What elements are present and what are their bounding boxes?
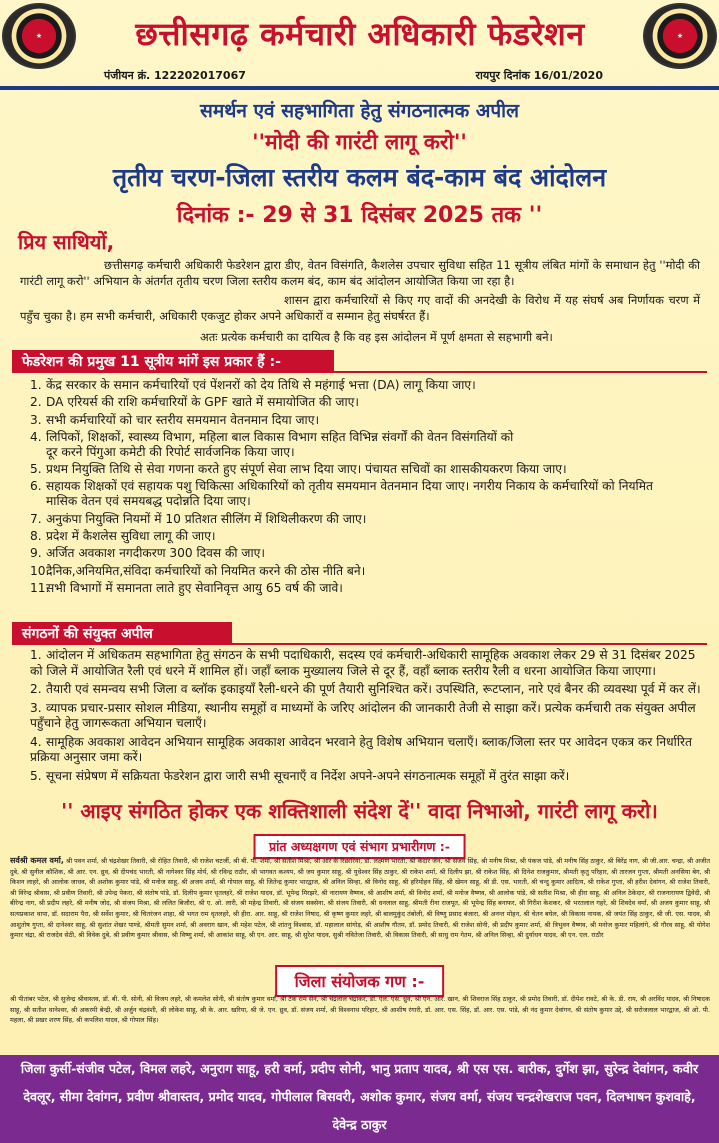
registration-date: रायपुर दिनांक 16/01/2020 [475, 69, 603, 82]
duty-paragraph: अतः प्रत्येक कर्मचारी का दायित्व है कि वह इस आंदोलन में पूर्ण क्षमता से सहभागी बने। [200, 330, 553, 344]
district-coordinators-heading: जिला संयोजक गण :- [275, 965, 445, 997]
slogan: ''मोदी की गारंटी लागू करो'' [252, 130, 467, 154]
appeal-heading: समर्थन एवं सहभागिता हेतु संगठनात्मक अपील [200, 100, 519, 122]
demands-list [30, 378, 705, 598]
federation-logo-right [643, 3, 717, 69]
federation-logo-left [2, 3, 76, 69]
list-item: 5. सूचना संप्रेषण में सक्रियता फेडरेशन द्वारा जारी सभी सूचनाएँ व निर्देश अपने-अपने संगठनात्मक समूहों में तुरंत साझा करें। [30, 768, 570, 783]
footer-names: जिला कुर्सी-संजीव पटेल, विमल लहरे, अनुराग साहू, हरी वर्मा, प्रदीप सोनी, भानु प्रताप यादव, श्री एस एस. बारीक, दुर्गेश झा, सुरेन्द्र देवांगन, कवीर देवलूर, सीमा देवांगन, प्रवीण श्रीवास्तव, प्रमोद यादव, गोपीलाल बिसवरी, अशोक कुमार, संजय वर्मा, संजय चन्द्रशेखराज पवन, दिलभाषन कुशवाहे, देवेन्द्र ठाकुर [20, 1061, 699, 1132]
list-item: 5. प्रथम नियुक्ति तिथि से सेवा गणना करते हुए संपूर्ण सेवा लाभ दिया जाए। पंचायत सचिवों का शासकीयकरण किया जाए। [30, 462, 567, 477]
list-item: 3. सभी कर्मचारियों को चार स्तरीय समयमान वेतनमान दिया जाए। [30, 412, 320, 427]
list-item: 4. लिपिकों, शिक्षकों, स्वास्थ्य विभाग, महिला बाल विकास विभाग सहित विभिन्न संवर्गों की वेतन विसंगतियों को दूर करने पिंगुआ कमेटी की रिपोर्ट सार्वजनिक किया जाए। [30, 429, 514, 459]
closing-slogan: '' आइए संगठित होकर एक शक्तिशाली संदेश दें'' वादा निभाओ, गारंटी लागू करो। [61, 799, 658, 823]
list-item: 8. प्रदेश में कैशलेस सुविधा लागू की जाए। [30, 529, 216, 544]
greeting: प्रिय साथियों, [18, 230, 115, 254]
federation-emblem-icon: ★ [676, 32, 684, 40]
office-bearers-names: श्री पवन शर्मा, श्री चंद्रशेखर तिवारी, श्री रोहित तिवारी, श्री राजेश चटर्जी, श्री बी. पी. शर्मा, श्री सतीश मिश्रा, श्री आर के रिछारिया, डॉ. लक्ष्मण भारती, श्री केदार जैन, श्री संजय सिंह, श्री मनीष मिश्रा, श्री पंकज पांडे, श्री मनीष सिंह ठाकुर, श्री बिरेंद्र नाग, श्री जी.आर. चन्द्रा, श्री अजीत दुबे, श्री सुनील कौशिक, श्री आर. एन. ध्रुव, श्री दीपचंद भारती, श्री नागेश्वर सिंह मोर्य, श्री रविन्द्र राठौर, श्री भागवत कश्यप, श्री जय कुमार साहू, श्री युधेश्वर सिंह ठाकुर, श्री राकेश शर्मा, श्री दिलीप झा, श्री राकेश सिंह, श्री दिनेश राजकुमार, श्रीमती कृतु परिहार, श्री तारजन गुप्ता, श्रीमती अनसिया बेग, श्री किशन लाहरे, श्री आलोक जाधव, श्री अशोक कुमार पांडे, श्री मनोज साहू, श्री अजय शर्मा, श्री गोपाल साहू, श्री जितेन्द्र कुमार भारद्वाज, श्री अनिल सिन्हा, श्री विनोद साहू, श्री हरिमोहन सिंह, श्री खेमन साहू, श्री डी. एस. भारती, श्री चन्दु कुमार आदित्य, श्री राकेश गुप्ता, श्री हरीश देवांगन, श्री राजेश तिवारी, श्री विरेन्द्र श्रीवास, श्री प्रवीण तिवारी, श्री उपेन्द्र पेकरा, श्री संतोष पांडे, डॉ. दिलीप कुमार धृतलहरे, श्री राजेश यादव, डॉ. भूपेन्द्र मिरझरे, श्री नारायण वैष्णव, श्री आशीष शर्मा, श्री विनोद शर्मा, श्री मनोज वैष्णव, श्री आलोक पांडे, श्री सतीश मिश्रा, श्री हीरा साहू, श्री अनिल ठेकेदार, श्री राजनारायण द्विवेदी, श्री बीरेन्द्र नाग, श्री प्रदीप लहरे, श्री मनीष जोद, श्री संजय मिश्रा, श्री ललित बिजौरा, श्री ए. ओ. लारी, श्री महेन्द्र तिवारी, श्री संजय सक्सेना, श्री संजय तिवारी, श्री धनलाल साहू, श्रीमती रीना राजपूत, श्री भूपेन्द्र सिंह बनाफर, श्री गिरीश केशकर, श्री भरतलाल गहरे, श्री शिवदेव वर्मा, श्री अजय कुमार साहू, श्री सत्यप्रकाश थापा, डॉ. सदाराम पैरा, श्री सर्वेश कुमार, श्री चितरंजन शाहा, श्री भगत राम धृतलहरे, श्री हीरा. आर. साहू, श्री राजेश निषाद, श्री कृष्ण कुमार लहरे, श्री बालमुकुंद तंबोली, श्री विष्णु प्रसाद बंजारा, श्री अनन्त मोहन, श्री चेतन बघेल, श्री विकास नायक, श्री जयंत सिंह ठाकुर, श्री जी. एस. यादव, श्री आशुतोष गुप्ता, श्री दानेश्वर साहू, श्री सुशांत शेखर पाण्डे, श्रीमती सुमन शर्मा, श्री अवराग खान, श्री महेश पटेल, श्री शांतनु विश्वास, डॉ. महालाल सांगोड़, श्री आशीष गौतम, डॉ. प्रमोद तिवारी, श्री राजेश सोनी, श्री प्रदीप कुमार शर्मा, श्री त्रिभुवन वैष्णव, श्री मनोज कुमार महिलांगे, श्री गौरव साहू, श्री योगेश कुमार चंद्रा, श्री राजदेव सेठी, श्री विवेक दुबे, श्री प्रवीण कुमार श्रीवास, श्री विष्णु शर्मा, श्री आकांश साहू, श्री एन. आर. साहू, श्री सुरेश यादव, सुश्री नवितेजा तिवारी, श्री विकास तिवारी, श्री साधु राम गेतम, श्री अनिल सिन्हा, श्री दुर्याधन यादव, श्री एन. एल. राठौर [10, 857, 710, 940]
list-item: 6. सहायक शिक्षकों एवं सहायक पशु चिकित्सा अधिकारियों को तृतीय समयमान वेतनमान दिया जाए। नगरीय निकाय के कर्मचारियों को नियमित मासिक वेतन एवं समयबद्ध पदोन्नति दिया जाए। [30, 479, 653, 509]
list-item: 11.सभी विभागों में समानता लाते हुए सेवानिवृत्त आयु 65 वर्ष की जावे। [30, 580, 343, 595]
appeal-list [30, 648, 705, 787]
federation-emblem-icon: ★ [35, 32, 43, 40]
office-bearers-list [10, 856, 710, 960]
section-divider [12, 643, 707, 645]
office-bearers-lead: सर्वश्री कमल वर्मा, [10, 856, 64, 865]
registration-number: पंजीयन क्रं. 122202017067 [104, 69, 246, 82]
demands-heading: फेडरेशन की प्रमुख 11 सूत्रीय मांगें इस प्रकार हैं :- [12, 350, 334, 372]
list-item: 7. अनुकंपा नियुक्ति नियमों में 10 प्रतिशत सीलिंग में शिथिलीकरण की जाए। [30, 511, 367, 526]
intro-paragraph: छत्तीसगढ़ कर्मचारी अधिकारी फेडरेशन द्वारा डीए, वेतन विसंगति, कैशलेस उपचार सुविधा सहित 11 सूत्रीय लंबित मांगों के समाधान हेतु ''मोदी की गारंटी लागू करो'' अभियान के अंतर्गत तृतीय चरण जिला स्तरीय कलम बंद, काम बंद आंदोलन आयोजित किया जा रहा है। [20, 258, 700, 288]
context-paragraph: शासन द्वारा कर्मचारियों से किए गए वादों की अनदेखी के विरोध में यह संघर्ष अब निर्णायक चरण में पहुँच चुका है। हम सभी कर्मचारी, अधिकारी एकजुट होकर अपने अधिकारों व सम्मान हेतु संघर्षरत हैं। [20, 293, 700, 323]
list-item: 3. व्यापक प्रचार-प्रसार सोशल मीडिया, स्थानीय समूहों व माध्यमों के जरिए आंदोलन की जानकारी तेजी से साझा करें। प्रत्येक कर्मचारी तक संयुक्त अपील पहुँचाने हेतु जागरूकता अभियान चलाएँ। [30, 700, 696, 730]
list-item: 1. केंद्र सरकार के समान कर्मचारियों एवं पेंशनरों को देय तिथि से महंगाई भत्ता (DA) लागू किया जाए। [30, 378, 476, 392]
list-item: 10.दैनिक,अनियमित,संविदा कर्मचारियों को नियमित करने की ठोस नीति बने। [30, 563, 366, 578]
district-coordinators-list: श्री पीतांबर पटेल, श्री सुजेन्द्र श्रीवास्तव, डॉ. बी. पी. सोनी, श्री विजय लहरे, श्री कमलेश सोनी, श्री संतोष कुमार वर्मा, श्री टेक राम सेन, श्री चंद्रलाल चंद्राकर, डॉ. एल. एस. ध्रुव, श्री एन. आर. खान, श्री शिवराज सिंह ठाकुर, श्री प्रमोद तिवारी, डॉ. दीपेश रावटे, श्री के. डी. राय, श्री अरविंद यादव, श्री निषादक साहू, श्री सतीश थानेश्वर, श्री अकरमी बेन्द्री, श्री अर्जुन चंद्रवंशी, श्री लोकेश साहू, श्री के. आर. खरिया, श्री जे. एन. ध्रुव, डॉ. संजय शर्मा, श्री विश्वनाथ परिहार, श्री आशीष रंगारी, डॉ. आर. एस. सिंह, डॉ. आर. एस. पांडे, श्री नंद कुमार देवांगन, श्री संतोष कुमार उद्दे, श्री सरोजलाल भारद्वाज, श्री ओ. पी. महला, श्री प्रखर शरण सिंह, श्री कपलिश यादव, श्री गोपाल सिंह। [10, 995, 710, 1025]
header-divider [0, 86, 719, 90]
footer-band [0, 1055, 719, 1143]
phase-title: तृतीय चरण-जिला स्तरीय कलम बंद-काम बंद आंदोलन [112, 163, 607, 192]
section-divider [12, 371, 707, 373]
list-item: 9. अर्जित अवकाश नगदीकरण 300 दिवस की जाए। [30, 546, 265, 561]
office-bearers-heading: प्रांत अध्यक्षगण एवं संभाग प्रभारीगण :- [253, 834, 466, 859]
protest-dates: दिनांक :- 29 से 31 दिसंबर 2025 तक '' [176, 203, 543, 228]
joint-appeal-heading: संगठनों की संयुक्त अपील [12, 622, 232, 644]
list-item: 1. आंदोलन में अधिकतम सहभागिता हेतु संगठन के सभी पदाधिकारी, सदस्य एवं कर्मचारी-अधिकारी सामूहिक अवकाश लेकर 29 से 31 दिसंबर 2025 को जिले में आयोजित रैली एवं धरने में शामिल हों। जहाँ ब्लाक मुख्यालय जिले से दूर हैं, वहाँ ब्लाक स्तरीय रैली व धरना आयोजित किया जाएगा। [30, 648, 696, 678]
list-item: 4. सामूहिक अवकाश आवेदन अभियान सामूहिक अवकाश आवेदन भरवाने हेतु विशेष अभियान चलाएँ। ब्लाक/जिला स्तर पर आवेदन एकत्र कर निर्धारित प्रक्रिया अनुसार जमा करें। [30, 734, 692, 764]
list-item: 2. तैयारी एवं समन्वय सभी जिला व ब्लॉक इकाइयाँ रैली-धरने की पूर्ण तैयारी सुनिश्चित करें। उपस्थिति, रूटप्लान, नारे एवं बैनर की व्यवस्था पूर्व में कर लें। [30, 682, 701, 696]
org-title: छत्तीसगढ़ कर्मचारी अधिकारी फेडरेशन [135, 15, 585, 53]
list-item: 2. DA एरियर्स की राशि कर्मचारियों के GPF खाते में समायोजित की जाए। [30, 395, 359, 410]
